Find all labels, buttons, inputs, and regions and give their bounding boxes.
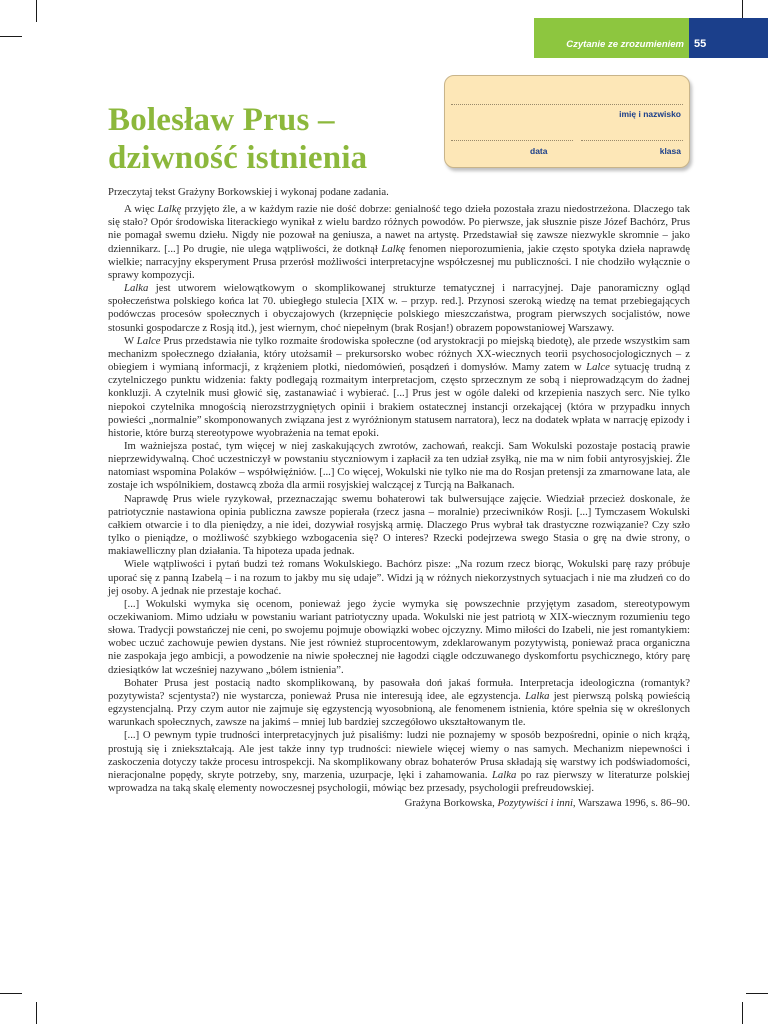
article-paragraphs [108,203,690,795]
name-field[interactable] [451,104,683,105]
date-label: data [530,146,548,156]
source-citation [108,797,690,810]
crop-mark [742,1002,743,1024]
text-run: jest utworem wielowątkowym o skomplikowanej strukturze tematycznej i narracyjnej. Daje panoramiczny ogląd społeczeństwa polskiego końca lat 70. ubiegłego stulecia [XIX w. – przyp. red.]. Przynosi szeroką wiedzę na temat przebiegających podówczas procesów społecznych i obyczajowych (krzepnięcie polskiego mieszczaństwa, program pierwszych socjalistów, nowe stosunki gospodarcze z Rosją itd.), jest wiernym, choć niepełnym (brak Rosjan!) obrazem popowstaniowej Warszawy. [108,282,690,334]
text-run: Grażyna Borkowska, [404,797,498,810]
section-title: Czytanie ze zrozumieniem [566,39,684,50]
paragraph [108,677,690,730]
header-band [534,18,689,58]
crop-mark [0,993,22,994]
italic-title: Lalka [491,768,517,781]
text-run: Bohater Prusa jest postacią nadto skomplikowaną, by pasowała doń jakaś formuła. Interpretacja ideologiczna (romantyk? pozytywista? scjentysta?) nie wystarcza, ponieważ Prusa nie interesują idee, ale egzystencja. [108,676,690,702]
date-field[interactable] [451,140,573,141]
page-number: 55 [694,38,707,50]
paragraph [108,598,690,677]
paragraph [108,558,690,597]
text-run: przyjęto źle, a w każdym razie nie dość dobrze: genialność tego dzieła pozostała zrazu niedostrzeżona. Dlaczego tak się stało? Opór środowiska literackiego wynikał z wielu bardzo różnych powodów. Po pierwsze, jak słusznie pisze Józef Bachórz, Prus nie pomagał swemu dziełu. Nigdy nie pozował na geniusza, a nawet na artystę. Przedstawiał się zawsze niezwykle skromnie – jako dziennikarz. [...] Po drugie, nie ulega wątpliwości, że dotknął [108,203,690,255]
text-run: Wiele wątpliwości i pytań budzi też romans Wokulskiego. Bachórz pisze: „Na rozum rzecz biorąc, Wokulski parę razy próbuje uporać się z panną Izabelą – i na rozum to jakby mu się udaje”. Widzi ją w różnych niekorzystnych sytuacjach i nie ma złudzeń co do jej osoby. A jednak nie przestaje kochać. [108,558,690,597]
paragraph [108,493,690,559]
paragraph [108,729,690,795]
article-body [108,186,690,810]
text-run: [...] Wokulski wymyka się ocenom, ponieważ jego życie wymyka się powszechnie przyjętym zasadom, stereotypowym oczekiwaniom. Mimo udziału w powstaniu wariant patriotyczny upada. Wokulski nie jest patriotą w XIX-wiecznym rozumieniu tego słowa. Tradycji powstańczej nie ceni, po swojemu pojmuje obowiązki wobec ojczyzny. Mimo miłości do Izabeli, nie jest romantykiem: wobec uczuć zachowuje pewien dystans. Nie jest również stuprocentowym, zdeklarowanym pozytywistą, ponieważ praca organiczna nie zaspokaja jego ambicji, a powodzenie na niwie społecznej nie łagodzi ciągle odczuwanego dyskomfortu psychicznego, który parę dziesiątków lat wcześniej nazywano „bólem istnienia”. [108,597,690,676]
crop-mark [36,0,37,22]
text-run: Naprawdę Prus wiele ryzykował, przeznaczając swemu bohaterowi tak bulwersujące zajęcie. Wiedział przecież doskonale, że patriotycznie nastawiona opinia publiczna zawsze popierała (rzecz jasna – moralnie) przeciwników Rosji. [...] Tymczasem Wokulski całkiem otwarcie i to dla pieniędzy, a nie idei, dozywiał rosyjską armię. Dlaczego Prus wybrał tak drastyczne rozwiązanie? Czy szło tylko o pieniądze, o możliwość szybkiego wzbogacenia się? O interes? Rzecki podejrzewa swego Stasia o grę na dwie strony, o makiawelliczny plan działania. Ta hipoteza upada jednak. [108,492,690,558]
crop-mark [746,993,768,994]
text-run: sytuację trudną z czytelniczego punktu widzenia: fakty podlegają rozmaitym interpretacjom, często sprzecznym ze sobą i nieprowadzącym do żadnej konkluzji. A czytelnik musi głowić się, zastanawiać i wybierać. [...] Prus jest w ogóle daleki od krzepienia naszych serc. Nie tylko niepokoi czytelnika mnogością nierozstrzygniętych opinii i brakiem ostatecznej instancji orzekającej (która w przypadku innych powieści „normalnie” skomponowanych związana jest z wyróżnionym statusem narratora), lecz na dodatek wpłata w narrację epizody i historie, które burzą stereotypowe wyobrażenia na temat epoki. [108,361,690,439]
instructions: Przeczytaj tekst Grażyny Borkowskiej i wykonaj podane zadania. [108,186,389,198]
crop-mark [36,1002,37,1024]
text-run: po raz pierwszy w literaturze polskiej wprowadza na taką skalę elementy nowoczesnej psychologii, mówiąc bez przesady, psychologii prefreudowskiej. [108,768,690,795]
italic-title: Lalkę [381,242,406,255]
name-label: imię i nazwisko [619,109,681,119]
italic-title: Lalce [136,334,161,347]
text-run: A więc [124,203,158,216]
text-run: Im ważniejsza postać, tym więcej w niej zaskakujących zwrotów, zachowań, reakcji. Sam Wokulski pozostaje postacią prawie nieprzewidywalną. Choć uczestniczył w powstaniu styczniowym i zapłacił za ten udział zsyłką, nie ma w nim fobii antyrosyjskiej. Źle natomiast wspomina Polaków – współwięźniów. [...] Co więcej, Wokulski nie tylko nie ma do Rosjan pretensji za zmarnowane lata, ale zostaje ich wspólnikiem, dostawcą zboża dla armii rosyjskiej walczącej z Turcją na Bałkanach. [108,439,690,492]
paragraph [108,440,690,493]
text-run: fenomen nieporozumienia, jakie często spotyka dzieła naprawdę wielkie; narracyjny eksperyment Prusa przerósł możliwości interpretacyjne współczesnej mu publiczności. I nie chodziło wyłącznie o sprawy kompozycji. [108,242,690,281]
name-card [444,75,690,168]
text-run: , Warszawa 1996, s. 86–90. [572,797,690,810]
text-run: Prus przedstawia nie tylko rozmaite środowiska społeczne (od arystokracji po miejską biedotę), ale przede wszystkim sam mechanizm społecznego działania, który utożsamił – prekursorsko wobec różnych XX-wiecznych teorii psychosocjologicznych – z obiegiem i wymianą informacji, z krążeniem plotki, niedomówień, posądzeń i domysłów. Mamy zatem w [108,334,690,374]
text-run: [...] O pewnym typie trudności interpretacyjnych już pisaliśmy: ludzi nie poznajemy w sposób bezpośredni, opinie o nich krążą, prostują się i zniekształcają. Ale jest także inny typ trudności: niewiele więcej wiemy o nas samych. Mechanizm niepewności i zaskoczenia dotyczy także procesu introspekcji. Na skomplikowany obraz bohaterów Prusa składają się warstwy ich podświadomości, nieracjonalne popędy, skryte potrzeby, sny, marzenia, uzurpacje, lęki i zahamowania. [108,729,690,781]
paragraph [108,335,690,440]
text-run: W [124,334,137,347]
italic-title: Lalkę [157,203,182,216]
italic-title: Lalka [124,282,149,295]
crop-mark [0,36,22,37]
class-field[interactable] [581,140,683,141]
class-label: klasa [659,146,681,156]
italic-title: Pozytywiści i inni [497,797,573,810]
text-run: jest pierwszą polską powieścią egzystencjalną. Przy czym autor nie zajmuje się egzystencją wyosobnioną, ale fenomenem istnienia, które spełnia się w określonych warunkach społecznych, zawsze na jakimś – mniej lub bardziej szczegółowo ukształtowanym tle. [108,689,690,729]
article-title [108,101,367,177]
italic-title: Lalka [525,689,550,702]
italic-title: Lalce [586,361,610,374]
paragraph [108,282,690,335]
title-line-2: dziwność istnienia [108,140,368,176]
paragraph [108,203,690,282]
title-line-1: Bolesław Prus – [108,102,335,138]
